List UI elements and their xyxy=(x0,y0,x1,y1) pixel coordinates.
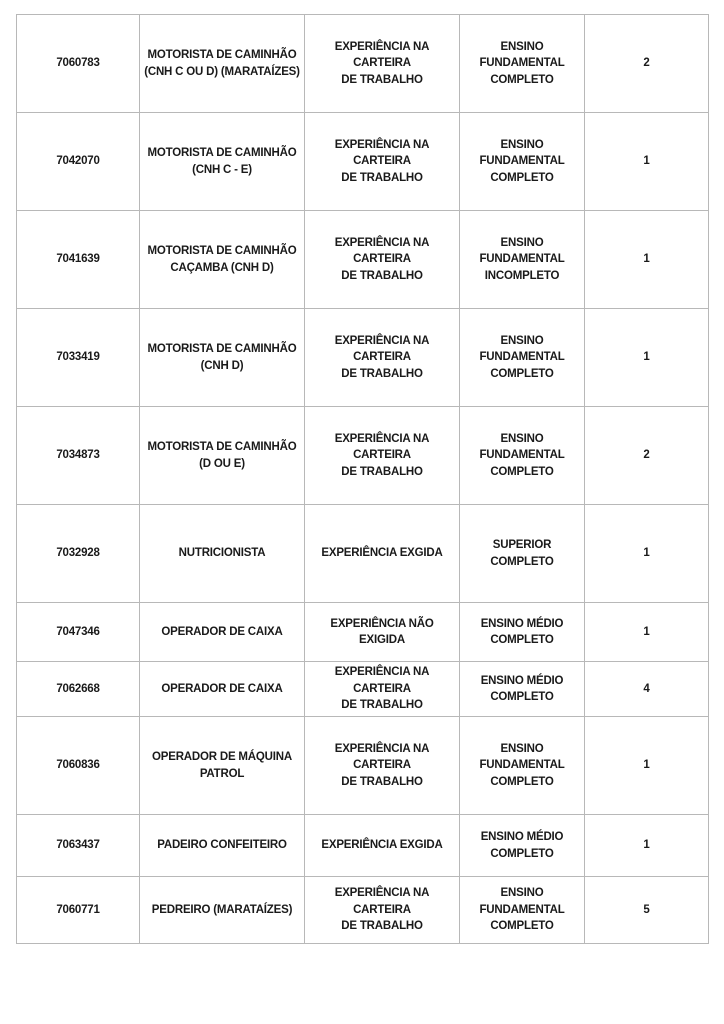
vacancy-count: 1 xyxy=(585,603,709,662)
table-row xyxy=(17,407,709,505)
job-code: 7062668 xyxy=(17,662,140,717)
job-code: 7060836 xyxy=(17,717,140,815)
job-code: 7060783 xyxy=(17,15,140,113)
occupation: NUTRICIONISTA xyxy=(140,505,305,603)
vacancy-count: 1 xyxy=(585,505,709,603)
education-requirement: SUPERIOR COMPLETO xyxy=(460,505,585,603)
job-code: 7034873 xyxy=(17,407,140,505)
vacancy-count: 1 xyxy=(585,815,709,877)
education-requirement: ENSINO FUNDAMENTAL COMPLETO xyxy=(460,407,585,505)
table-row xyxy=(17,505,709,603)
experience-requirement: EXPERIÊNCIA NA CARTEIRA DE TRABALHO xyxy=(305,407,460,505)
occupation: OPERADOR DE CAIXA xyxy=(140,603,305,662)
table-row xyxy=(17,815,709,877)
table-row xyxy=(17,15,709,113)
occupation: MOTORISTA DE CAMINHÃO (D OU E) xyxy=(140,407,305,505)
job-code: 7033419 xyxy=(17,309,140,407)
job-code: 7047346 xyxy=(17,603,140,662)
job-code: 7041639 xyxy=(17,211,140,309)
education-requirement: ENSINO FUNDAMENTAL COMPLETO xyxy=(460,15,585,113)
experience-requirement: EXPERIÊNCIA NA CARTEIRA DE TRABALHO xyxy=(305,662,460,717)
experience-requirement: EXPERIÊNCIA NA CARTEIRA DE TRABALHO xyxy=(305,877,460,944)
experience-requirement: EXPERIÊNCIA NA CARTEIRA DE TRABALHO xyxy=(305,309,460,407)
vacancy-count: 1 xyxy=(585,113,709,211)
vacancy-count: 1 xyxy=(585,309,709,407)
education-requirement: ENSINO MÉDIO COMPLETO xyxy=(460,662,585,717)
occupation: MOTORISTA DE CAMINHÃO (CNH C - E) xyxy=(140,113,305,211)
table-row xyxy=(17,877,709,944)
occupation: OPERADOR DE CAIXA xyxy=(140,662,305,717)
experience-requirement: EXPERIÊNCIA NÃO EXIGIDA xyxy=(305,603,460,662)
table-row xyxy=(17,717,709,815)
table-row xyxy=(17,211,709,309)
education-requirement: ENSINO FUNDAMENTAL COMPLETO xyxy=(460,877,585,944)
experience-requirement: EXPERIÊNCIA NA CARTEIRA DE TRABALHO xyxy=(305,717,460,815)
job-code: 7060771 xyxy=(17,877,140,944)
table-body xyxy=(17,15,709,944)
education-requirement: ENSINO FUNDAMENTAL COMPLETO xyxy=(460,309,585,407)
experience-requirement: EXPERIÊNCIA EXGIDA xyxy=(305,505,460,603)
table-row xyxy=(17,662,709,717)
vacancy-count: 5 xyxy=(585,877,709,944)
education-requirement: ENSINO FUNDAMENTAL COMPLETO xyxy=(460,717,585,815)
education-requirement: ENSINO MÉDIO COMPLETO xyxy=(460,603,585,662)
occupation: MOTORISTA DE CAMINHÃO (CNH D) xyxy=(140,309,305,407)
job-code: 7063437 xyxy=(17,815,140,877)
table-row xyxy=(17,309,709,407)
occupation: PEDREIRO (MARATAÍZES) xyxy=(140,877,305,944)
vacancy-count: 1 xyxy=(585,717,709,815)
occupation: PADEIRO CONFEITEIRO xyxy=(140,815,305,877)
table-row xyxy=(17,113,709,211)
experience-requirement: EXPERIÊNCIA NA CARTEIRA DE TRABALHO xyxy=(305,15,460,113)
vacancy-count: 2 xyxy=(585,407,709,505)
occupation: MOTORISTA DE CAMINHÃO CAÇAMBA (CNH D) xyxy=(140,211,305,309)
experience-requirement: EXPERIÊNCIA EXGIDA xyxy=(305,815,460,877)
job-openings-table xyxy=(16,14,709,944)
vacancy-count: 1 xyxy=(585,211,709,309)
experience-requirement: EXPERIÊNCIA NA CARTEIRA DE TRABALHO xyxy=(305,113,460,211)
vacancy-count: 4 xyxy=(585,662,709,717)
education-requirement: ENSINO FUNDAMENTAL COMPLETO xyxy=(460,113,585,211)
occupation: MOTORISTA DE CAMINHÃO (CNH C OU D) (MARATAÍZES) xyxy=(140,15,305,113)
occupation: OPERADOR DE MÁQUINA PATROL xyxy=(140,717,305,815)
experience-requirement: EXPERIÊNCIA NA CARTEIRA DE TRABALHO xyxy=(305,211,460,309)
education-requirement: ENSINO MÉDIO COMPLETO xyxy=(460,815,585,877)
table-row xyxy=(17,603,709,662)
job-code: 7032928 xyxy=(17,505,140,603)
education-requirement: ENSINO FUNDAMENTAL INCOMPLETO xyxy=(460,211,585,309)
vacancy-count: 2 xyxy=(585,15,709,113)
job-code: 7042070 xyxy=(17,113,140,211)
